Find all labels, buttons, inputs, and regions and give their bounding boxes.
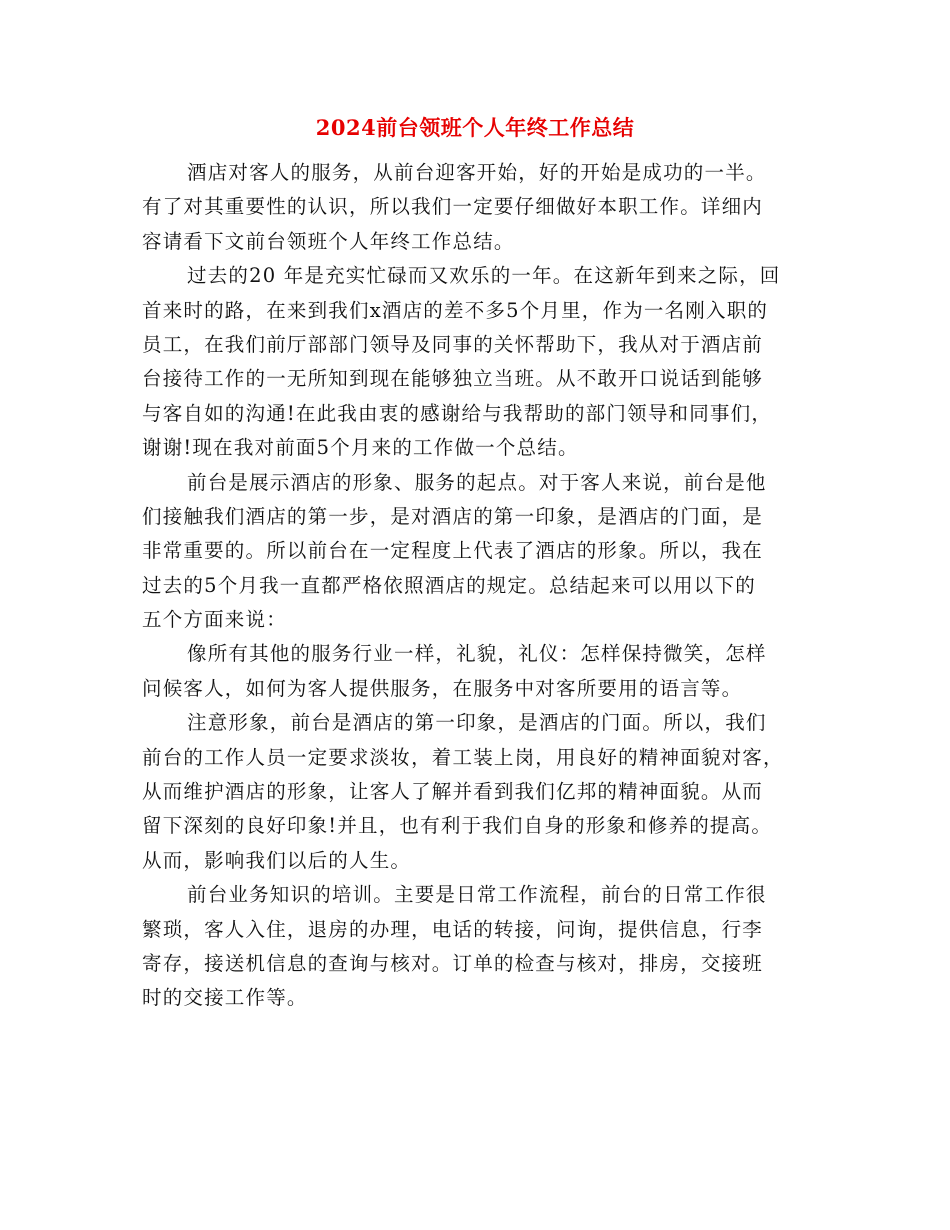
text-line: 过去的5个月我一直都严格依照酒店的规定。总结起来可以用以下的 (142, 573, 756, 597)
paragraph-review (142, 259, 814, 465)
text-line: 前台业务知识的培训。主要是日常工作流程，前台的日常工作很 (187, 883, 767, 907)
paragraph-training (142, 878, 814, 1016)
text-line: 员工，在我们前厅部部门领导及同事的关怀帮助下，我从对于酒店前 (142, 332, 764, 356)
text-line: 谢谢!现在我对前面5个月来的工作做一个总结。 (142, 436, 579, 460)
text-line: 繁琐，客人入住，退房的办理，电话的转接，问询，提供信息，行李 (142, 917, 764, 941)
document-title: 2024前台领班个人年终工作总结 (315, 115, 635, 140)
text-line: 过去的20 年是充实忙碌而又欢乐的一年。在这新年到来之际，回 (187, 264, 781, 288)
text-line: 酒店对客人的服务，从前台迎客开始，好的开始是成功的一半。 (187, 161, 767, 184)
document-body (142, 156, 814, 1016)
text-line: 首来时的路，在来到我们x酒店的差不多5个月里，作为一名刚入职的 (142, 298, 769, 322)
text-line: 前台是展示酒店的形象、服务的起点。对于客人来说，前台是他 (187, 470, 767, 494)
text-line: 们接触我们酒店的第一步，是对酒店的第一印象，是酒店的门面，是 (142, 504, 764, 528)
text-line: 寄存，接送机信息的查询与核对。订单的检查与核对，排房，交接班 (142, 951, 764, 975)
text-line: 有了对其重要性的认识，所以我们一定要仔细做好本职工作。详细内 (142, 195, 764, 219)
paragraph-etiquette (142, 637, 814, 706)
text-line: 五个方面来说： (142, 608, 287, 632)
text-line: 从而维护酒店的形象，让客人了解并看到我们亿邦的精神面貌。从而 (142, 780, 764, 804)
text-line: 时的交接工作等。 (142, 986, 308, 1010)
text-line: 非常重要的。所以前台在一定程度上代表了酒店的形象。所以，我在 (142, 539, 764, 563)
text-line: 容请看下文前台领班个人年终工作总结。 (142, 229, 515, 253)
paragraph-appearance (142, 706, 814, 878)
paragraph-front-desk-image (142, 466, 814, 638)
text-line: 与客自如的沟通!在此我由衷的感谢给与我帮助的部门领导和同事们， (142, 401, 773, 425)
paragraph-intro (142, 156, 814, 259)
text-line: 问候客人，如何为客人提供服务，在服务中对客所要用的语言等。 (142, 676, 743, 700)
text-line: 前台的工作人员一定要求淡妆，着工装上岗，用良好的精神面貌对客， (142, 745, 784, 769)
text-line: 台接待工作的一无所知到现在能够独立当班。从不敢开口说话到能够 (142, 367, 764, 391)
text-line: 留下深刻的良好印象!并且，也有利于我们自身的形象和修养的提高。 (142, 814, 773, 838)
text-line: 像所有其他的服务行业一样，礼貌，礼仪：怎样保持微笑，怎样 (187, 642, 767, 666)
text-line: 注意形象，前台是酒店的第一印象，是酒店的门面。所以，我们 (187, 711, 767, 735)
text-line: 从而，影响我们以后的人生。 (142, 848, 412, 872)
